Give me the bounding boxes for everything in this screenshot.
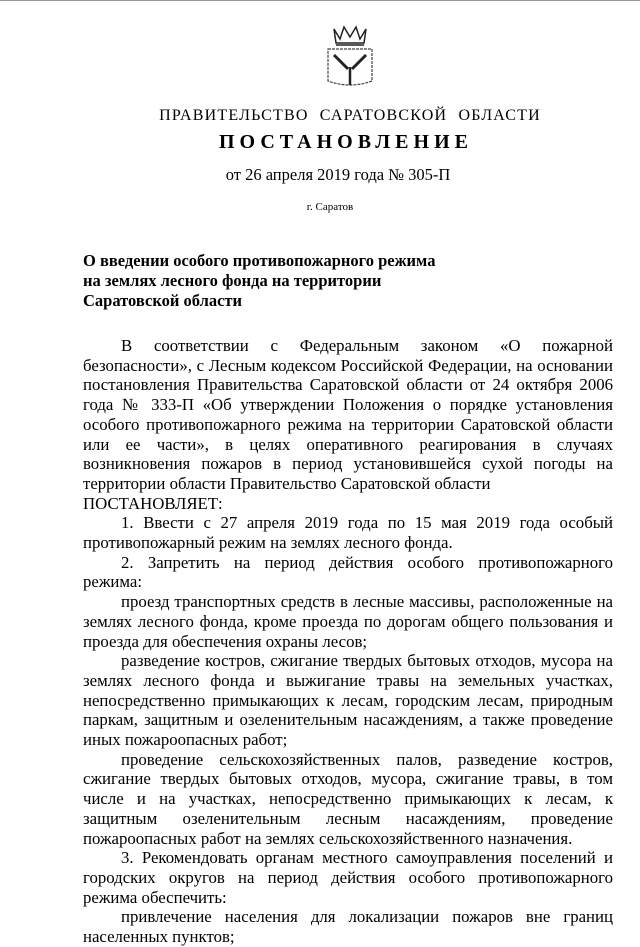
paragraph-item-1: 1. Ввести с 27 апреля 2019 года по 15 мая 2019 года особый противопожарный режим на землях лесного фонда. — [83, 513, 613, 553]
document-body — [83, 336, 613, 947]
subject-line: Саратовской области — [83, 291, 243, 310]
paragraph-item-3-population: привлечение населения для локализации пожаров вне границ населенных пунктов; — [83, 907, 613, 947]
subject-line: О введении особого противопожарного режима — [83, 251, 436, 270]
paragraph-preamble: В соответствии с Федеральным законом «О пожарной безопасности», с Лесным кодексом Российской Федерации, на основании постановления Правительства Саратовской области от 24 октября 2006 года № 333-П «Об утверждении Положения о порядке установления особого противопожарного режима на территории Саратовской области или ее части», в целях оперативного реагирования в случаях возникновения пожаров в период установившейся сухой погоды на территории области Правительство Саратовской области — [83, 336, 613, 493]
document-city: г. Саратов — [306, 201, 354, 213]
organization-name: ПРАВИТЕЛЬСТВО САРАТОВСКОЙ ОБЛАСТИ — [159, 107, 541, 124]
paragraph-item-2-agricultural: проведение сельскохозяйственных палов, разведение костров, сжигание твердых бытовых отходов, мусора, сжигание травы, в том числе и на участках, непосредственно примыкающих к лесам, к защитным озеленительным лесным насаждениям, проведение пожароопасных работ на землях сельскохозяйственного назначения. — [83, 749, 613, 848]
document-type: ПОСТАНОВЛЕНИЕ — [219, 131, 473, 153]
paragraph-item-3: 3. Рекомендовать органам местного самоуправления поселений и городских округов на период действия особого противопожарного режима обеспечить: — [83, 848, 613, 907]
paragraph-item-2: 2. Запретить на период действия особого противопожарного режима: — [83, 552, 613, 592]
subject-line: на землях лесного фонда на территории — [83, 271, 382, 290]
document-date-number: от 26 апреля 2019 года № 305-П — [225, 165, 451, 184]
document-subject — [83, 251, 483, 311]
saratov-coat-of-arms-emblem — [322, 23, 378, 89]
paragraph-resolves: ПОСТАНОВЛЯЕТ: — [83, 493, 223, 513]
paragraph-item-2-vehicles: проезд транспортных средств в лесные массивы, расположенные на землях лесного фонда, кроме проезда по дорогам общего пользования и проезда для обеспечения охраны лесов; — [83, 592, 613, 651]
paragraph-item-2-fires: разведение костров, сжигание твердых бытовых отходов, мусора на землях лесного фонда и выжигание травы на земельных участках, непосредственно примыкающих к лесам, городским лесам, природным паркам, защитным и озеленительным насаждениям, а также проведение иных пожароопасных работ; — [83, 651, 613, 750]
